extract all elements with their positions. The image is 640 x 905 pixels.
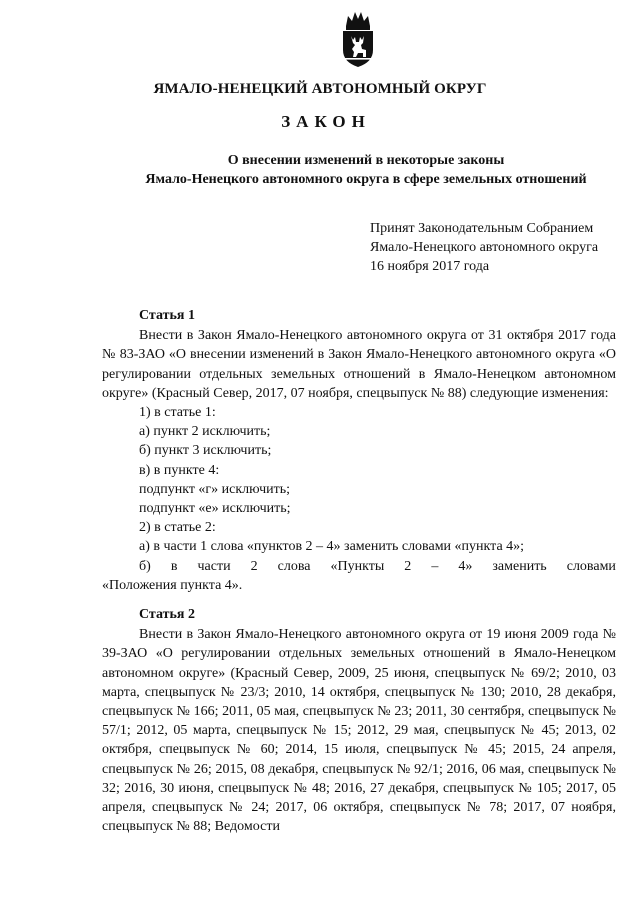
- article-paragraph: Внести в Закон Ямало-Ненецкого автономного округа от 31 октября 2017 года № 83-ЗАО «О внесении изменений в Закон Ямало-Ненецкого автономного округа «О регулировании отдельных земельных отношений в Ямало-Ненецком автономном округе» (Красный Север, 2017, 07 ноября, спецвыпуск № 88) следующие изменения:: [102, 328, 616, 401]
- word: части: [197, 558, 231, 574]
- list-item: а) в части 1 слова «пунктов 2 – 4» заменить словами «пункта 4»;: [139, 539, 525, 555]
- article-1: [102, 306, 616, 595]
- list-item: подпункт «г» исключить;: [139, 481, 291, 497]
- list-item: б) пункт 3 исключить;: [139, 443, 272, 459]
- article-2: [102, 605, 616, 836]
- article-paragraph: Внести в Закон Ямало-Ненецкого автономного округа от 19 июня 2009 года № 39-ЗАО «О регулировании отдельных земельных отношений в Ямало-Ненецком автономном округе» (Красный Север, 2009, 25 июня, спецвыпуск № 69/2; 2010, 03 марта, спецвыпуск № 23/3; 2010, 14 октября, спецвыпуск № 130; 2010, 28 декабря, спецвыпуск № 166; 2011, 05 мая, спецвыпуск № 23; 2011, 30 сентября, спецвыпуск № 57/1; 2012, 05 марта, спецвыпуск № 15; 2012, 29 мая, спецвыпуск № 45; 2013, 02 октября, спецвыпуск № 60; 2014, 15 июля, спецвыпуск № 45; 2015, 24 апреля, спецвыпуск № 26; 2015, 08 декабря, спецвыпуск № 92/1; 2016, 06 мая, спецвыпуск № 32; 2016, 30 июня, спецвыпуск № 48; 2016, 27 декабря, спецвыпуск № 105; 2017, 05 апреля, спецвыпуск № 24; 2017, 06 октября, спецвыпуск № 78; 2017, 07 ноября, спецвыпуск № 88; Ведомости: [102, 627, 616, 835]
- adoption-line: Ямало-Ненецкого автономного округа: [370, 240, 599, 255]
- word: словами: [566, 558, 616, 574]
- word: слова: [277, 558, 311, 574]
- word: 4»: [458, 558, 473, 574]
- word: в: [170, 558, 178, 574]
- law-title-line: О внесении изменений в некоторые законы: [227, 153, 505, 168]
- coat-of-arms-emblem: [334, 8, 382, 68]
- adoption-note: [370, 219, 598, 276]
- law-title-line: Ямало-Ненецкого автономного округа в сфере земельных отношений: [145, 172, 587, 187]
- adoption-line: Принят Законодательным Собранием: [370, 221, 594, 236]
- list-item: 1) в статье 1:: [139, 405, 216, 421]
- region-heading: ЯМАЛО-НЕНЕЦКИЙ АВТОНОМНЫЙ ОКРУГ: [153, 81, 487, 97]
- law-title: [0, 151, 640, 189]
- list-item: в) в пункте 4:: [139, 462, 220, 478]
- article-heading: Статья 1: [139, 308, 195, 323]
- article-heading: Статья 2: [139, 607, 195, 622]
- word: заменить: [492, 558, 547, 574]
- word: «Пункты: [330, 558, 385, 574]
- word: –: [431, 558, 439, 574]
- document-type-heading: ЗАКОН: [281, 112, 371, 131]
- word: б): [139, 558, 151, 574]
- list-item: 2) в статье 2:: [139, 520, 216, 536]
- word: 2: [404, 558, 412, 574]
- list-item: подпункт «е» исключить;: [139, 501, 291, 517]
- list-item-justified: [102, 557, 616, 576]
- list-item-continuation: «Положения пункта 4».: [102, 577, 243, 593]
- adoption-line: 16 ноября 2017 года: [370, 259, 490, 274]
- list-item: а) пункт 2 исключить;: [139, 424, 271, 440]
- word: 2: [250, 558, 258, 574]
